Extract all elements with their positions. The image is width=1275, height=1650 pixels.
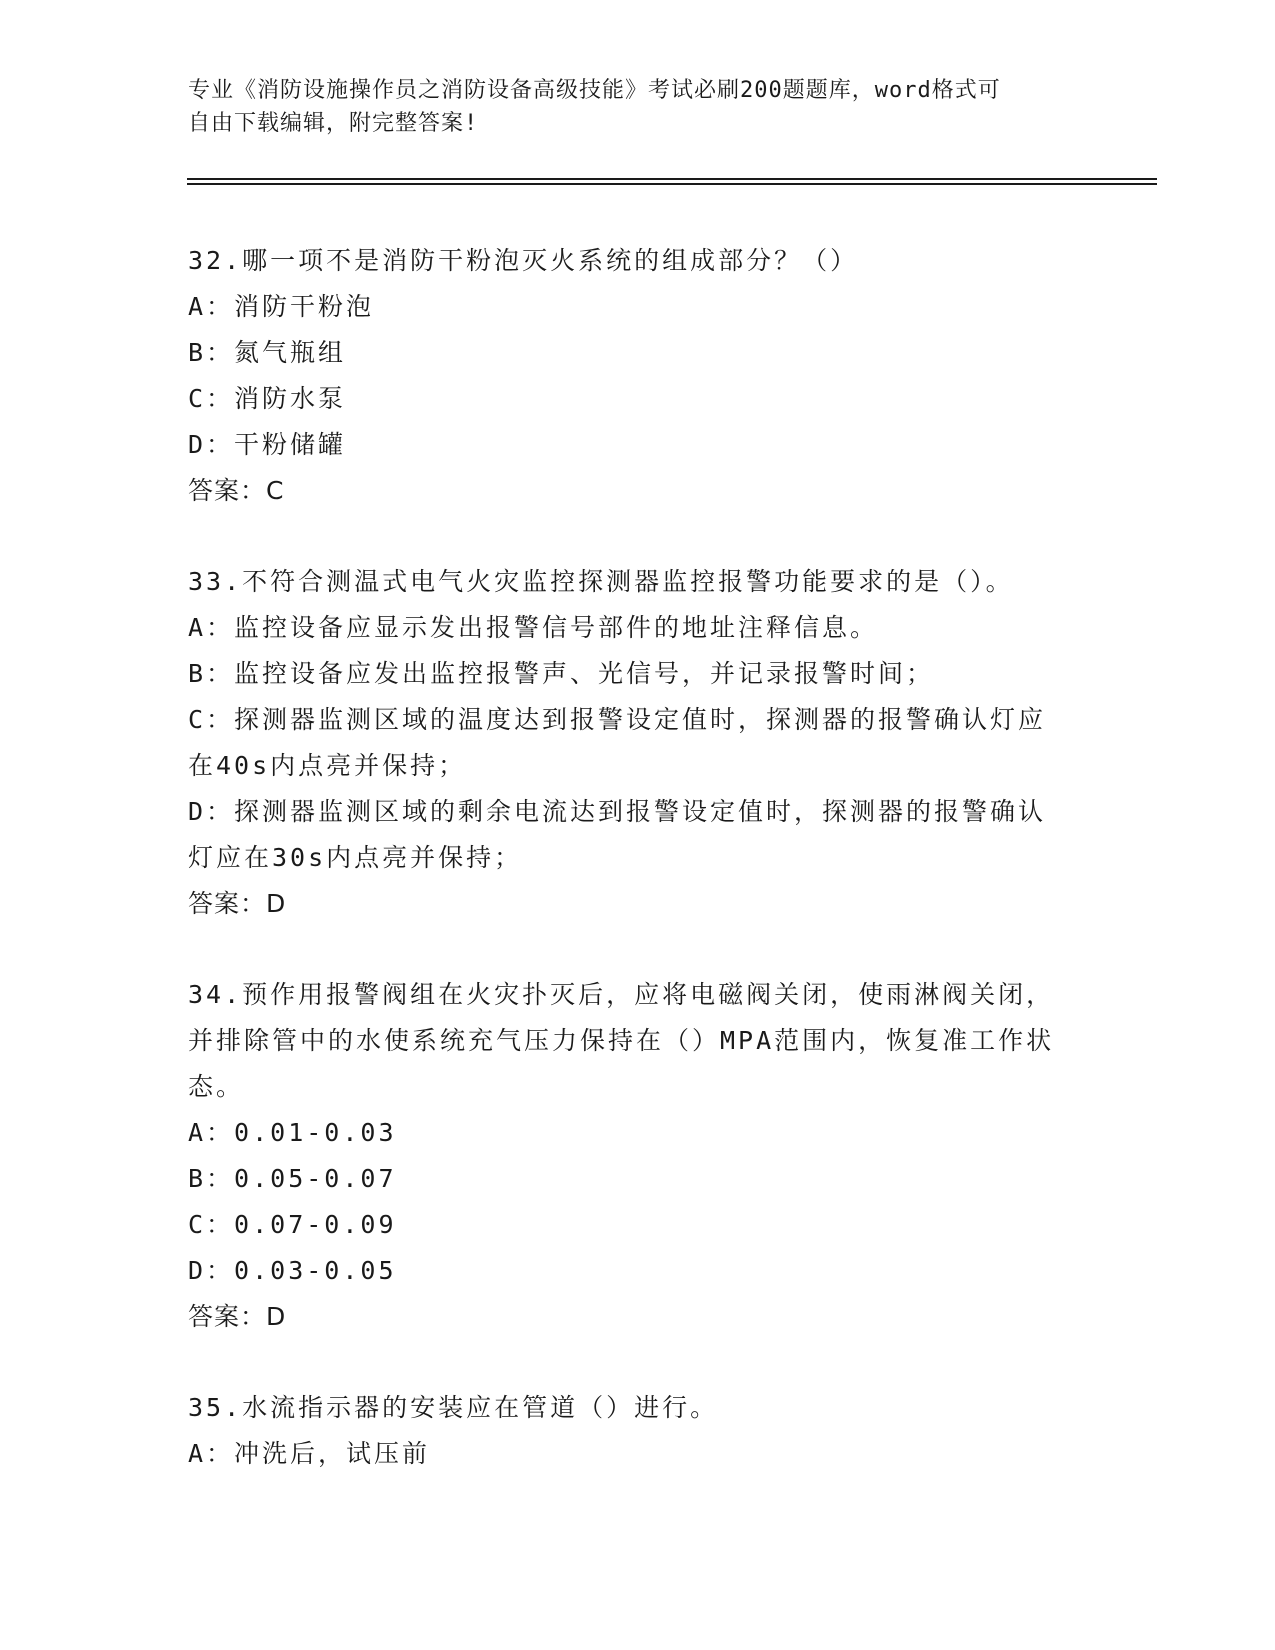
question-32 xyxy=(188,238,1088,514)
option-a: A：监控设备应显示发出报警信号部件的地址注释信息。 xyxy=(188,613,879,642)
question-34 xyxy=(188,972,1088,1340)
option-a: A：冲洗后，试压前 xyxy=(188,1439,431,1468)
option-d-continued: 灯应在30s内点亮并保持； xyxy=(188,843,523,872)
header-line-1: 专业《消防设施操作员之消防设备高级技能》考试必刷200题题库，word格式可 xyxy=(188,78,1001,103)
question-stem-continued: 并排除管中的水使系统充气压力保持在（）MPA范围内，恢复准工作状 xyxy=(188,1026,1055,1055)
option-c: C：消防水泵 xyxy=(188,384,347,413)
option-a: A：消防干粉泡 xyxy=(188,292,375,321)
option-d: D：探测器监测区域的剩余电流达到报警设定值时，探测器的报警确认 xyxy=(188,797,1047,826)
option-c: C：0.07-0.09 xyxy=(188,1210,397,1239)
answer: 答案：D xyxy=(188,889,287,918)
option-c: C：探测器监测区域的温度达到报警设定值时，探测器的报警确认灯应 xyxy=(188,705,1047,734)
option-a: A：0.01-0.03 xyxy=(188,1118,397,1147)
question-stem: 33.不符合测温式电气火灾监控探测器监控报警功能要求的是（）。 xyxy=(188,567,1014,596)
document-header xyxy=(188,74,1088,140)
header-divider-bottom xyxy=(187,183,1157,185)
option-d: D：0.03-0.05 xyxy=(188,1256,397,1285)
option-d: D：干粉储罐 xyxy=(188,430,347,459)
question-stem-continued: 态。 xyxy=(188,1072,245,1101)
header-divider-top xyxy=(187,178,1157,180)
answer: 答案：D xyxy=(188,1302,287,1331)
option-b: B：氮气瓶组 xyxy=(188,338,347,367)
option-c-continued: 在40s内点亮并保持； xyxy=(188,751,467,780)
header-line-2: 自由下载编辑，附完整答案! xyxy=(188,111,479,136)
question-stem: 34.预作用报警阀组在火灾扑灭后，应将电磁阀关闭，使雨淋阀关闭， xyxy=(188,980,1055,1009)
answer: 答案：C xyxy=(188,476,285,505)
question-list xyxy=(188,238,1088,1522)
option-b: B：监控设备应发出监控报警声、光信号，并记录报警时间； xyxy=(188,659,935,688)
option-b: B：0.05-0.07 xyxy=(188,1164,397,1193)
question-stem: 35.水流指示器的安装应在管道（）进行。 xyxy=(188,1393,719,1422)
question-33 xyxy=(188,559,1088,927)
question-stem: 32.哪一项不是消防干粉泡灭火系统的组成部分？（） xyxy=(188,246,859,275)
question-35 xyxy=(188,1385,1088,1477)
